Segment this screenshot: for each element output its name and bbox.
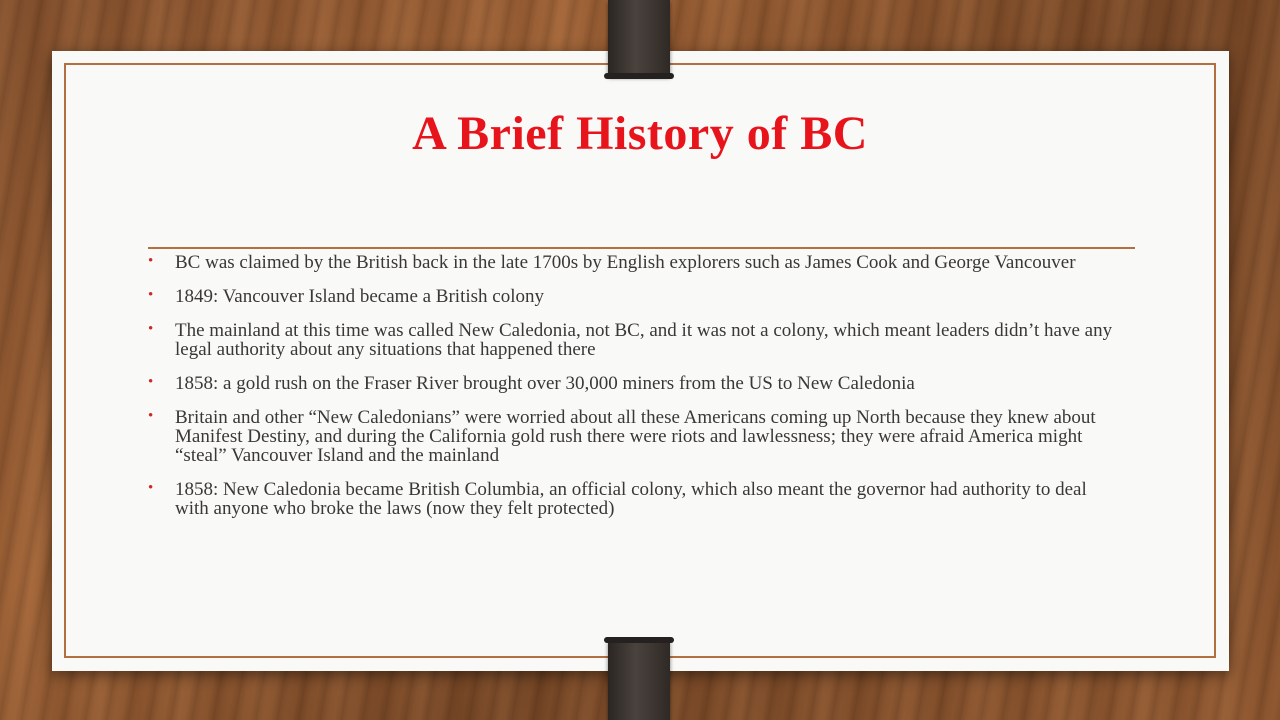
bullet-text: 1858: a gold rush on the Fraser River brought over 30,000 miners from the US to New Caledonia xyxy=(175,373,915,394)
bullet-text: 1849: Vancouver Island became a British colony xyxy=(175,286,544,307)
bullet-text: Britain and other “New Caledonians” were worried about all these Americans coming up North because they knew about Manifest Destiny, and during the California gold rush there were riots and lawlessness; they were afraid America might “steal” Vancouver Island and the mainland xyxy=(175,407,1096,466)
title-divider xyxy=(148,247,1135,249)
binder-clip-bottom xyxy=(608,640,670,720)
bullet-item xyxy=(148,287,1123,306)
bullet-icon: • xyxy=(148,287,154,303)
bullet-text: BC was claimed by the British back in the late 1700s by English explorers such as James Cook and George Vancouver xyxy=(175,252,1076,273)
bullet-icon: • xyxy=(148,321,154,337)
bullet-item xyxy=(148,480,1123,518)
bullet-icon: • xyxy=(148,480,154,496)
bullet-item xyxy=(148,253,1123,272)
bullet-icon: • xyxy=(148,408,154,424)
binder-clip-top xyxy=(608,0,670,76)
bullet-text: 1858: New Caledonia became British Columbia, an official colony, which also meant the governor had authority to deal with anyone who broke the laws (now they felt protected) xyxy=(175,479,1087,519)
bullet-item xyxy=(148,408,1123,465)
bullet-text: The mainland at this time was called New Caledonia, not BC, and it was not a colony, which meant leaders didn’t have any legal authority about any situations that happened there xyxy=(175,320,1113,360)
bullet-item xyxy=(148,374,1123,393)
bullet-icon: • xyxy=(148,374,154,390)
bullet-item xyxy=(148,321,1123,359)
bullet-list xyxy=(148,253,1123,533)
slide-title: A Brief History of BC xyxy=(412,107,868,160)
bullet-icon: • xyxy=(148,253,154,269)
